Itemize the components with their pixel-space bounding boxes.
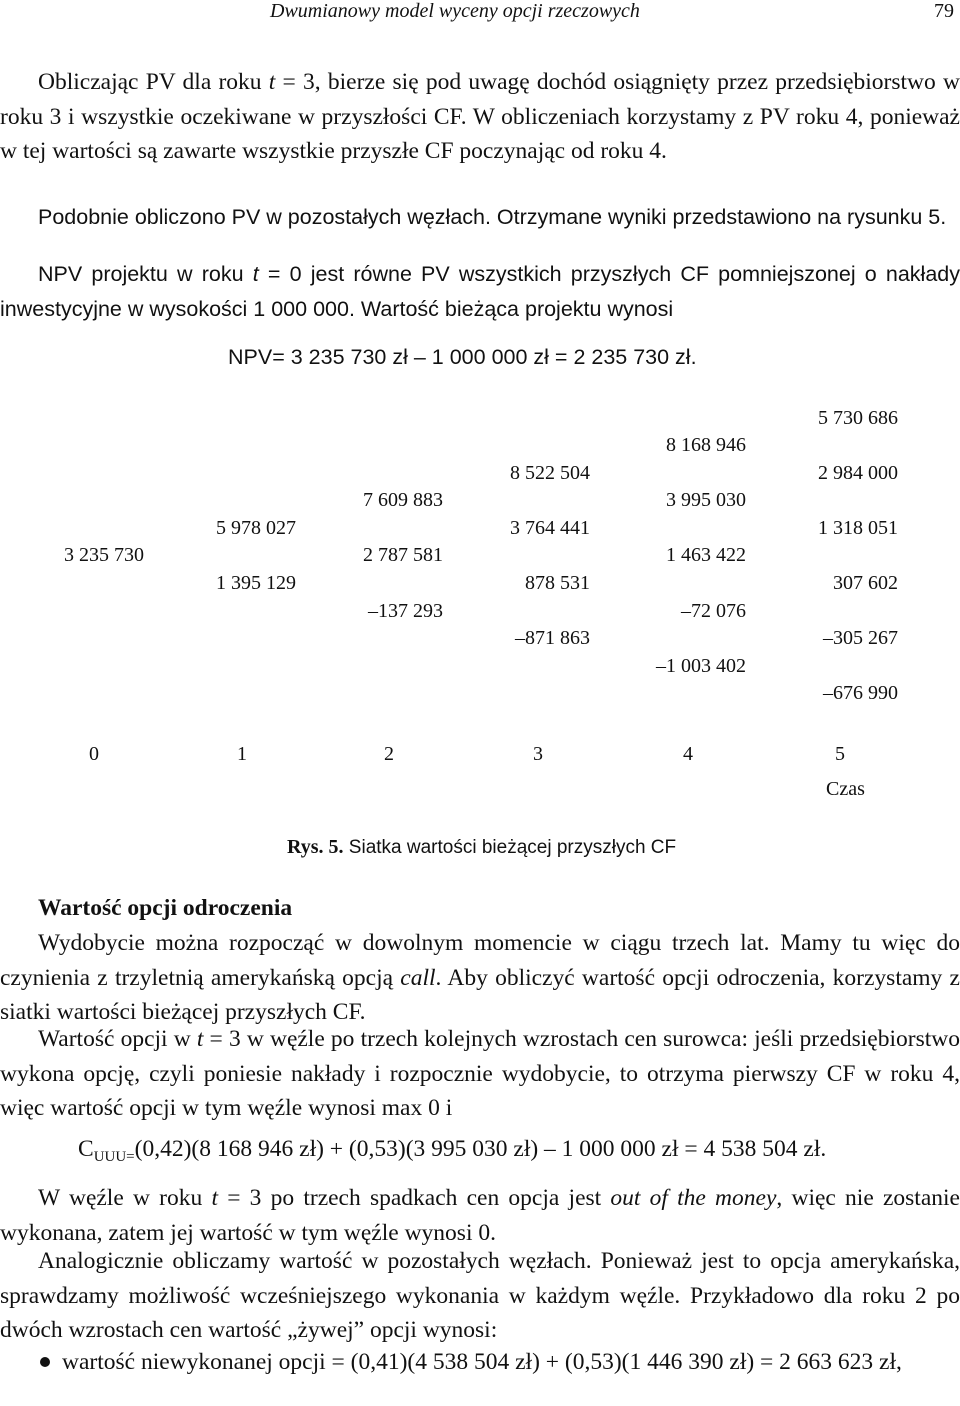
lattice-node: 3 764 441 — [510, 517, 590, 539]
bullet-icon — [40, 1357, 50, 1367]
axis-label: Czas — [826, 778, 865, 800]
lattice-node: 2 984 000 — [818, 462, 898, 484]
figure-caption-text: Siatka wartości bieżącej przyszłych CF — [343, 837, 677, 858]
page-number: 79 — [934, 0, 954, 22]
figure-caption — [287, 836, 676, 859]
running-header-title: Dwumianowy model wyceny opcji rzeczowych — [270, 0, 640, 22]
axis-tick: 3 — [533, 743, 543, 765]
lattice-node: –676 990 — [823, 682, 898, 704]
text-run: Wartość opcji w — [38, 1026, 197, 1052]
lattice-node: 1 395 129 — [216, 572, 296, 594]
lattice-node: 1 463 422 — [666, 544, 746, 566]
lattice-node: 307 602 — [833, 572, 898, 594]
formula-subscript: UUU= — [93, 1149, 135, 1165]
paragraph-out-of-money — [0, 1181, 960, 1250]
axis-tick: 1 — [237, 743, 247, 765]
lattice-node: 2 787 581 — [363, 544, 443, 566]
variable-t: t — [268, 69, 276, 95]
text-run: . Aby obliczyć wartość opcji odroczenia, korzystamy z siatki wartości bieżącej przyszłych CF. — [0, 964, 960, 1026]
formula-body: (0,42)(8 168 946 zł) + (0,53)(3 995 030 zł) – 1 000 000 zł = 4 538 504 zł. — [134, 1136, 827, 1162]
variable-t: t — [196, 1026, 204, 1052]
lattice-node: –871 863 — [515, 627, 590, 649]
text-run: = 3, bierze się pod uwagę dochód osiągnięty przez przedsiębiorstwo w roku 3 i wszystkie oczekiwane w przyszłości CF. W obliczeniach korzystamy z PV roku 4, ponieważ w tej wartości są zawarte wszystkie przyszłe CF poczynając od roku 4. — [0, 69, 960, 165]
lattice-node: 878 531 — [525, 572, 590, 594]
text-run: = 3 po trzech spadkach cen opcja jest — [217, 1185, 611, 1211]
lattice-node: –305 267 — [823, 627, 898, 649]
axis-tick: 5 — [835, 743, 845, 765]
axis-tick: 4 — [683, 743, 693, 765]
term-out-of-the-money: out of the money — [610, 1185, 777, 1211]
text-run: = 3 w węźle po trzech kolejnych wzrostach cen surowca: jeśli przedsiębiorstwo wykona opcję, czyli poniesie nakłady i rozpocznie wydobycie, to otrzyma pierwszy CF w roku 4, więc wartość opcji w tym węźle wynosi max 0 i — [0, 1026, 960, 1122]
bullet-item — [0, 1345, 960, 1380]
axis-tick: 0 — [89, 743, 99, 765]
lattice-node: –137 293 — [368, 600, 443, 622]
variable-t: t — [252, 262, 259, 286]
figure-label: Rys. 5. — [287, 836, 344, 858]
term-call: call — [400, 964, 436, 991]
paragraph-option-value — [0, 1022, 960, 1126]
variable-t: t — [211, 1185, 218, 1211]
text-run: Wydobycie można rozpocząć w dowolnym momencie w ciągu trzech lat. Mamy tu więc do czynienia z trzyletnią amerykańską opcją — [0, 930, 960, 991]
paragraph-deferral — [0, 926, 960, 1030]
lattice-node: –1 003 402 — [656, 655, 746, 677]
npv-equation: NPV= 3 235 730 zł – 1 000 000 zł = 2 235 730 zł. — [228, 345, 697, 369]
bullet-text: wartość niewykonanej opcji = (0,41)(4 538 504 zł) + (0,53)(1 446 390 zł) = 2 663 623 zł, — [62, 1349, 902, 1375]
lattice-node: 1 318 051 — [818, 517, 898, 539]
formula-cuuu — [78, 1136, 826, 1166]
section-heading: Wartość opcji odroczenia — [38, 895, 293, 921]
lattice-node: 7 609 883 — [363, 489, 443, 511]
axis-tick: 2 — [384, 743, 394, 765]
text-run: = 0 jest równe PV wszystkich przyszłych CF pomniejszonej o nakłady inwestycyjne w wysokości 1 000 000. Wartość bieżąca projektu wynosi — [0, 262, 960, 321]
lattice-node: 8 168 946 — [666, 434, 746, 456]
paragraph-npv — [0, 257, 960, 326]
formula-symbol: C — [78, 1136, 94, 1162]
lattice-node: –72 076 — [681, 600, 746, 622]
lattice-node: 5 978 027 — [216, 517, 296, 539]
text-run: , więc nie zostanie wykonana, zatem jej wartość w tym węźle wynosi 0. — [0, 1185, 960, 1246]
text-run: W węźle w roku — [38, 1185, 212, 1211]
lattice-node: 3 995 030 — [666, 489, 746, 511]
text-run: NPV projektu w roku — [38, 262, 253, 286]
lattice-node: 8 522 504 — [510, 462, 590, 484]
paragraph-analogous: Analogicznie obliczamy wartość w pozostałych węzłach. Ponieważ jest to opcja amerykańska, sprawdzamy możliwość wcześniejszego wykonania w każdym węźle. Przykładowo dla roku 2 po dwóch wzrostach cen wartość „żywej” opcji wynosi: — [0, 1248, 960, 1344]
text-run: Obliczając PV dla roku — [38, 69, 269, 95]
lattice-node: 5 730 686 — [818, 407, 898, 429]
paragraph-other-nodes: Podobnie obliczono PV w pozostałych węzłach. Otrzymane wyniki przedstawiono na rysunku 5. — [38, 205, 947, 229]
lattice-node: 3 235 730 — [64, 544, 144, 566]
paragraph-pv-year3 — [0, 65, 960, 169]
